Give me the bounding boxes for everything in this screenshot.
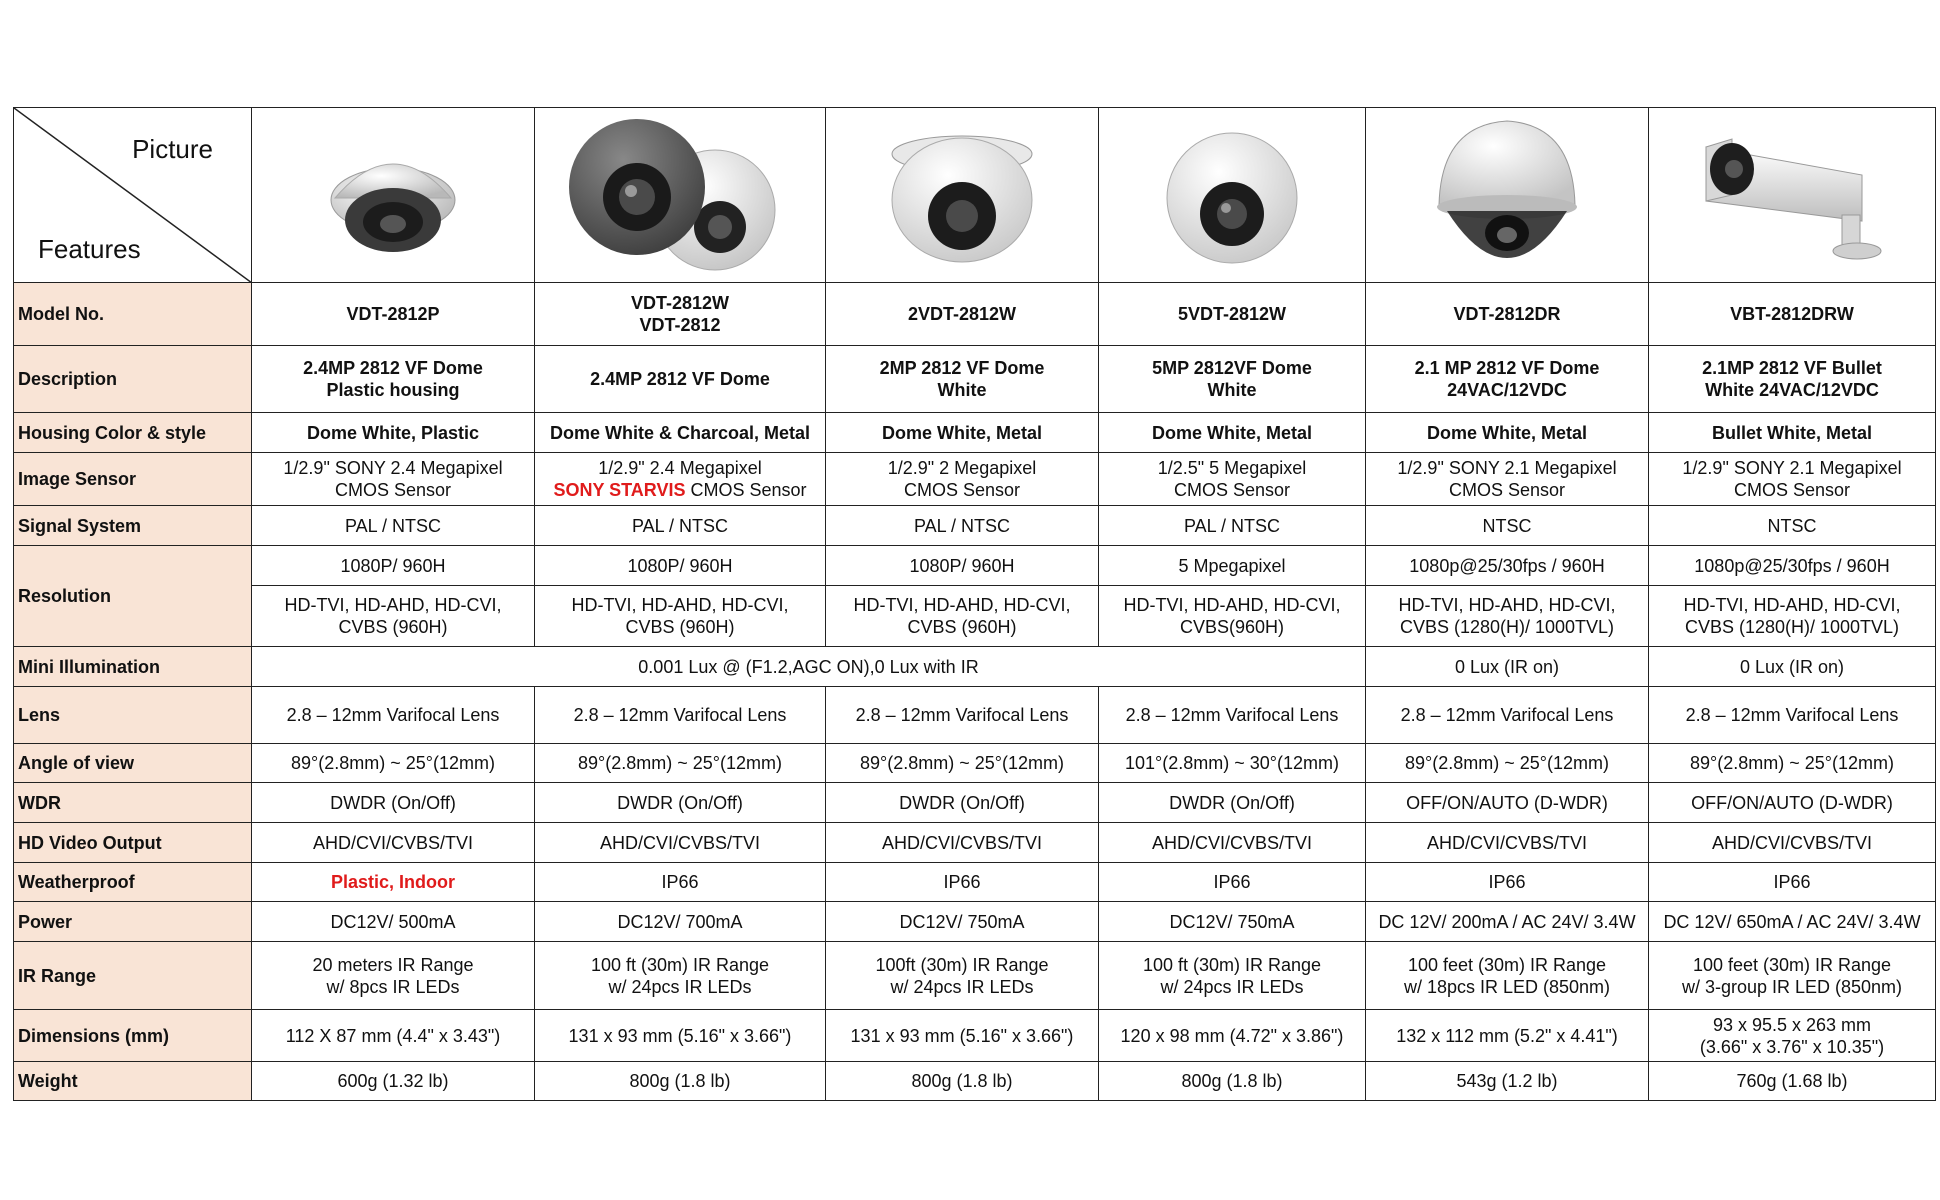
model-number: 2VDT-2812W [826, 283, 1099, 346]
weatherproof-value: IP66 [826, 863, 1099, 902]
angle-label: Angle of view [14, 744, 252, 783]
dimensions-value: 120 x 98 mm (4.72" x 3.86") [1099, 1010, 1366, 1062]
weatherproof-value: IP66 [535, 863, 826, 902]
signal-value: NTSC [1366, 506, 1649, 546]
sensor-line-2: CMOS Sensor [685, 480, 807, 500]
description-value: 2.1MP 2812 VF Bullet White 24VAC/12VDC [1649, 346, 1936, 413]
illumination-value: 0.001 Lux @ (F1.2,AGC ON),0 Lux with IR [252, 647, 1366, 687]
resolution-format: HD-TVI, HD-AHD, HD-CVI, CVBS (1280(H)/ 1000TVL) [1649, 586, 1936, 647]
weatherproof-value: Plastic, Indoor [252, 863, 535, 902]
dome-camera-charcoal-white-icon [565, 115, 795, 275]
model-number: VBT-2812DRW [1649, 283, 1936, 346]
model-number: VDT-2812W VDT-2812 [535, 283, 826, 346]
sensor-value: 1/2.5" 5 Megapixel CMOS Sensor [1099, 453, 1366, 506]
picture-row [14, 108, 1936, 283]
weatherproof-value: IP66 [1366, 863, 1649, 902]
signal-value: NTSC [1649, 506, 1936, 546]
housing-value: Dome White, Metal [1366, 413, 1649, 453]
hd_output-value: AHD/CVI/CVBS/TVI [535, 823, 826, 863]
dome-camera-5mp-icon [1157, 120, 1307, 270]
signal-value: PAL / NTSC [535, 506, 826, 546]
dome-camera-vandal-icon [1427, 115, 1587, 275]
weight-row [14, 1062, 1936, 1101]
angle-row [14, 744, 1936, 783]
sensor-value: 1/2.9" 2 Megapixel CMOS Sensor [826, 453, 1099, 506]
weight-value: 543g (1.2 lb) [1366, 1062, 1649, 1101]
resolution-format: HD-TVI, HD-AHD, HD-CVI, CVBS (960H) [252, 586, 535, 647]
resolution-value: 1080P/ 960H [535, 546, 826, 586]
hd_output-value: AHD/CVI/CVBS/TVI [1366, 823, 1649, 863]
bullet-camera-icon [1692, 125, 1892, 265]
ir-row [14, 942, 1936, 1010]
illumination-row [14, 647, 1936, 687]
description-value: 2.1 MP 2812 VF Dome 24VAC/12VDC [1366, 346, 1649, 413]
ir-value: 100 feet (30m) IR Range w/ 18pcs IR LED (850nm) [1366, 942, 1649, 1010]
sensor-value: 1/2.9" SONY 2.1 Megapixel CMOS Sensor [1366, 453, 1649, 506]
weight-value: 800g (1.8 lb) [826, 1062, 1099, 1101]
wdr-value: DWDR (On/Off) [1099, 783, 1366, 823]
hd_output-value: AHD/CVI/CVBS/TVI [1649, 823, 1936, 863]
dome-camera-white-icon [882, 120, 1042, 270]
hd_output-label: HD Video Output [14, 823, 252, 863]
weight-value: 600g (1.32 lb) [252, 1062, 535, 1101]
angle-value: 89°(2.8mm) ~ 25°(12mm) [826, 744, 1099, 783]
lens-value: 2.8 – 12mm Varifocal Lens [1099, 687, 1366, 744]
weight-value: 760g (1.68 lb) [1649, 1062, 1936, 1101]
description-value: 2MP 2812 VF Dome White [826, 346, 1099, 413]
housing-label: Housing Color & style [14, 413, 252, 453]
weatherproof-row [14, 863, 1936, 902]
hd_output-value: AHD/CVI/CVBS/TVI [1099, 823, 1366, 863]
sony-starvis-highlight: SONY STARVIS [553, 480, 686, 500]
signal-row [14, 506, 1936, 546]
resolution-row-a [14, 546, 1936, 586]
wdr-value: OFF/ON/AUTO (D-WDR) [1366, 783, 1649, 823]
picture-cell-6 [1649, 108, 1936, 283]
signal-value: PAL / NTSC [252, 506, 535, 546]
dimensions-value: 131 x 93 mm (5.16" x 3.66") [535, 1010, 826, 1062]
hd_output-value: AHD/CVI/CVBS/TVI [826, 823, 1099, 863]
dimensions-label: Dimensions (mm) [14, 1010, 252, 1062]
sensor-value [535, 453, 826, 506]
resolution-format: HD-TVI, HD-AHD, HD-CVI, CVBS(960H) [1099, 586, 1366, 647]
picture-cell-1 [252, 108, 535, 283]
picture-cell-2 [535, 108, 826, 283]
model-number: VDT-2812P [252, 283, 535, 346]
power-value: DC 12V/ 200mA / AC 24V/ 3.4W [1366, 902, 1649, 942]
weatherproof-value: IP66 [1099, 863, 1366, 902]
housing-value: Dome White, Plastic [252, 413, 535, 453]
wdr-value: DWDR (On/Off) [252, 783, 535, 823]
picture-label: Picture [132, 134, 213, 164]
ir-value: 20 meters IR Range w/ 8pcs IR LEDs [252, 942, 535, 1010]
signal-label: Signal System [14, 506, 252, 546]
model-number: VDT-2812DR [1366, 283, 1649, 346]
power-value: DC12V/ 750mA [826, 902, 1099, 942]
features-label: Features [38, 234, 141, 264]
housing-value: Bullet White, Metal [1649, 413, 1936, 453]
housing-value: Dome White, Metal [826, 413, 1099, 453]
housing-row [14, 413, 1936, 453]
housing-value: Dome White & Charcoal, Metal [535, 413, 826, 453]
signal-value: PAL / NTSC [826, 506, 1099, 546]
power-row [14, 902, 1936, 942]
description-value: 2.4MP 2812 VF Dome [535, 346, 826, 413]
description-value: 5MP 2812VF Dome White [1099, 346, 1366, 413]
wdr-value: OFF/ON/AUTO (D-WDR) [1649, 783, 1936, 823]
weight-value: 800g (1.8 lb) [535, 1062, 826, 1101]
lens-value: 2.8 – 12mm Varifocal Lens [1366, 687, 1649, 744]
sensor-value: 1/2.9" SONY 2.1 Megapixel CMOS Sensor [1649, 453, 1936, 506]
resolution-value: 1080p@25/30fps / 960H [1366, 546, 1649, 586]
power-value: DC12V/ 750mA [1099, 902, 1366, 942]
lens-value: 2.8 – 12mm Varifocal Lens [252, 687, 535, 744]
dimensions-value: 131 x 93 mm (5.16" x 3.66") [826, 1010, 1099, 1062]
ir-value: 100ft (30m) IR Range w/ 24pcs IR LEDs [826, 942, 1099, 1010]
model-number: 5VDT-2812W [1099, 283, 1366, 346]
signal-value: PAL / NTSC [1099, 506, 1366, 546]
description-value: 2.4MP 2812 VF Dome Plastic housing [252, 346, 535, 413]
picture-cell-3 [826, 108, 1099, 283]
resolution-row-b [14, 586, 1936, 647]
wdr-label: WDR [14, 783, 252, 823]
angle-value: 89°(2.8mm) ~ 25°(12mm) [535, 744, 826, 783]
sensor-value: 1/2.9" SONY 2.4 Megapixel CMOS Sensor [252, 453, 535, 506]
power-value: DC 12V/ 650mA / AC 24V/ 3.4W [1649, 902, 1936, 942]
angle-value: 89°(2.8mm) ~ 25°(12mm) [1366, 744, 1649, 783]
lens-value: 2.8 – 12mm Varifocal Lens [826, 687, 1099, 744]
ir-value: 100 ft (30m) IR Range w/ 24pcs IR LEDs [535, 942, 826, 1010]
lens-value: 2.8 – 12mm Varifocal Lens [1649, 687, 1936, 744]
wdr-value: DWDR (On/Off) [535, 783, 826, 823]
lens-row [14, 687, 1936, 744]
model-row [14, 283, 1936, 346]
lens-label: Lens [14, 687, 252, 744]
hd_output-value: AHD/CVI/CVBS/TVI [252, 823, 535, 863]
model-label: Model No. [14, 283, 252, 346]
sensor-row [14, 453, 1936, 506]
picture-cell-5 [1366, 108, 1649, 283]
sensor-line-1: 1/2.9" 2.4 Megapixel [598, 458, 762, 478]
angle-value: 89°(2.8mm) ~ 25°(12mm) [252, 744, 535, 783]
dome-camera-plastic-icon [313, 120, 473, 270]
wdr-row [14, 783, 1936, 823]
weight-label: Weight [14, 1062, 252, 1101]
ir-label: IR Range [14, 942, 252, 1010]
resolution-format: HD-TVI, HD-AHD, HD-CVI, CVBS (1280(H)/ 1000TVL) [1366, 586, 1649, 647]
description-row [14, 346, 1936, 413]
description-label: Description [14, 346, 252, 413]
resolution-format: HD-TVI, HD-AHD, HD-CVI, CVBS (960H) [535, 586, 826, 647]
wdr-value: DWDR (On/Off) [826, 783, 1099, 823]
resolution-value: 5 Mpegapixel [1099, 546, 1366, 586]
angle-value: 101°(2.8mm) ~ 30°(12mm) [1099, 744, 1366, 783]
weight-value: 800g (1.8 lb) [1099, 1062, 1366, 1101]
resolution-value: 1080P/ 960H [252, 546, 535, 586]
illumination-value: 0 Lux (IR on) [1649, 647, 1936, 687]
illumination-value: 0 Lux (IR on) [1366, 647, 1649, 687]
ir-value: 100 feet (30m) IR Range w/ 3-group IR LED (850nm) [1649, 942, 1936, 1010]
resolution-format: HD-TVI, HD-AHD, HD-CVI, CVBS (960H) [826, 586, 1099, 647]
angle-value: 89°(2.8mm) ~ 25°(12mm) [1649, 744, 1936, 783]
picture-cell-4 [1099, 108, 1366, 283]
sensor-label: Image Sensor [14, 453, 252, 506]
corner-header [14, 108, 252, 283]
dimensions-row [14, 1010, 1936, 1062]
lens-value: 2.8 – 12mm Varifocal Lens [535, 687, 826, 744]
power-value: DC12V/ 500mA [252, 902, 535, 942]
weatherproof-value: IP66 [1649, 863, 1936, 902]
resolution-value: 1080P/ 960H [826, 546, 1099, 586]
dimensions-value: 132 x 112 mm (5.2" x 4.41") [1366, 1010, 1649, 1062]
dimensions-value: 93 x 95.5 x 263 mm (3.66" x 3.76" x 10.35") [1649, 1010, 1936, 1062]
weatherproof-label: Weatherproof [14, 863, 252, 902]
housing-value: Dome White, Metal [1099, 413, 1366, 453]
resolution-value: 1080p@25/30fps / 960H [1649, 546, 1936, 586]
power-label: Power [14, 902, 252, 942]
illumination-label: Mini Illumination [14, 647, 252, 687]
spec-table [13, 107, 1936, 1101]
dimensions-value: 112 X 87 mm (4.4" x 3.43") [252, 1010, 535, 1062]
power-value: DC12V/ 700mA [535, 902, 826, 942]
hd_output-row [14, 823, 1936, 863]
resolution-label: Resolution [14, 546, 252, 647]
ir-value: 100 ft (30m) IR Range w/ 24pcs IR LEDs [1099, 942, 1366, 1010]
